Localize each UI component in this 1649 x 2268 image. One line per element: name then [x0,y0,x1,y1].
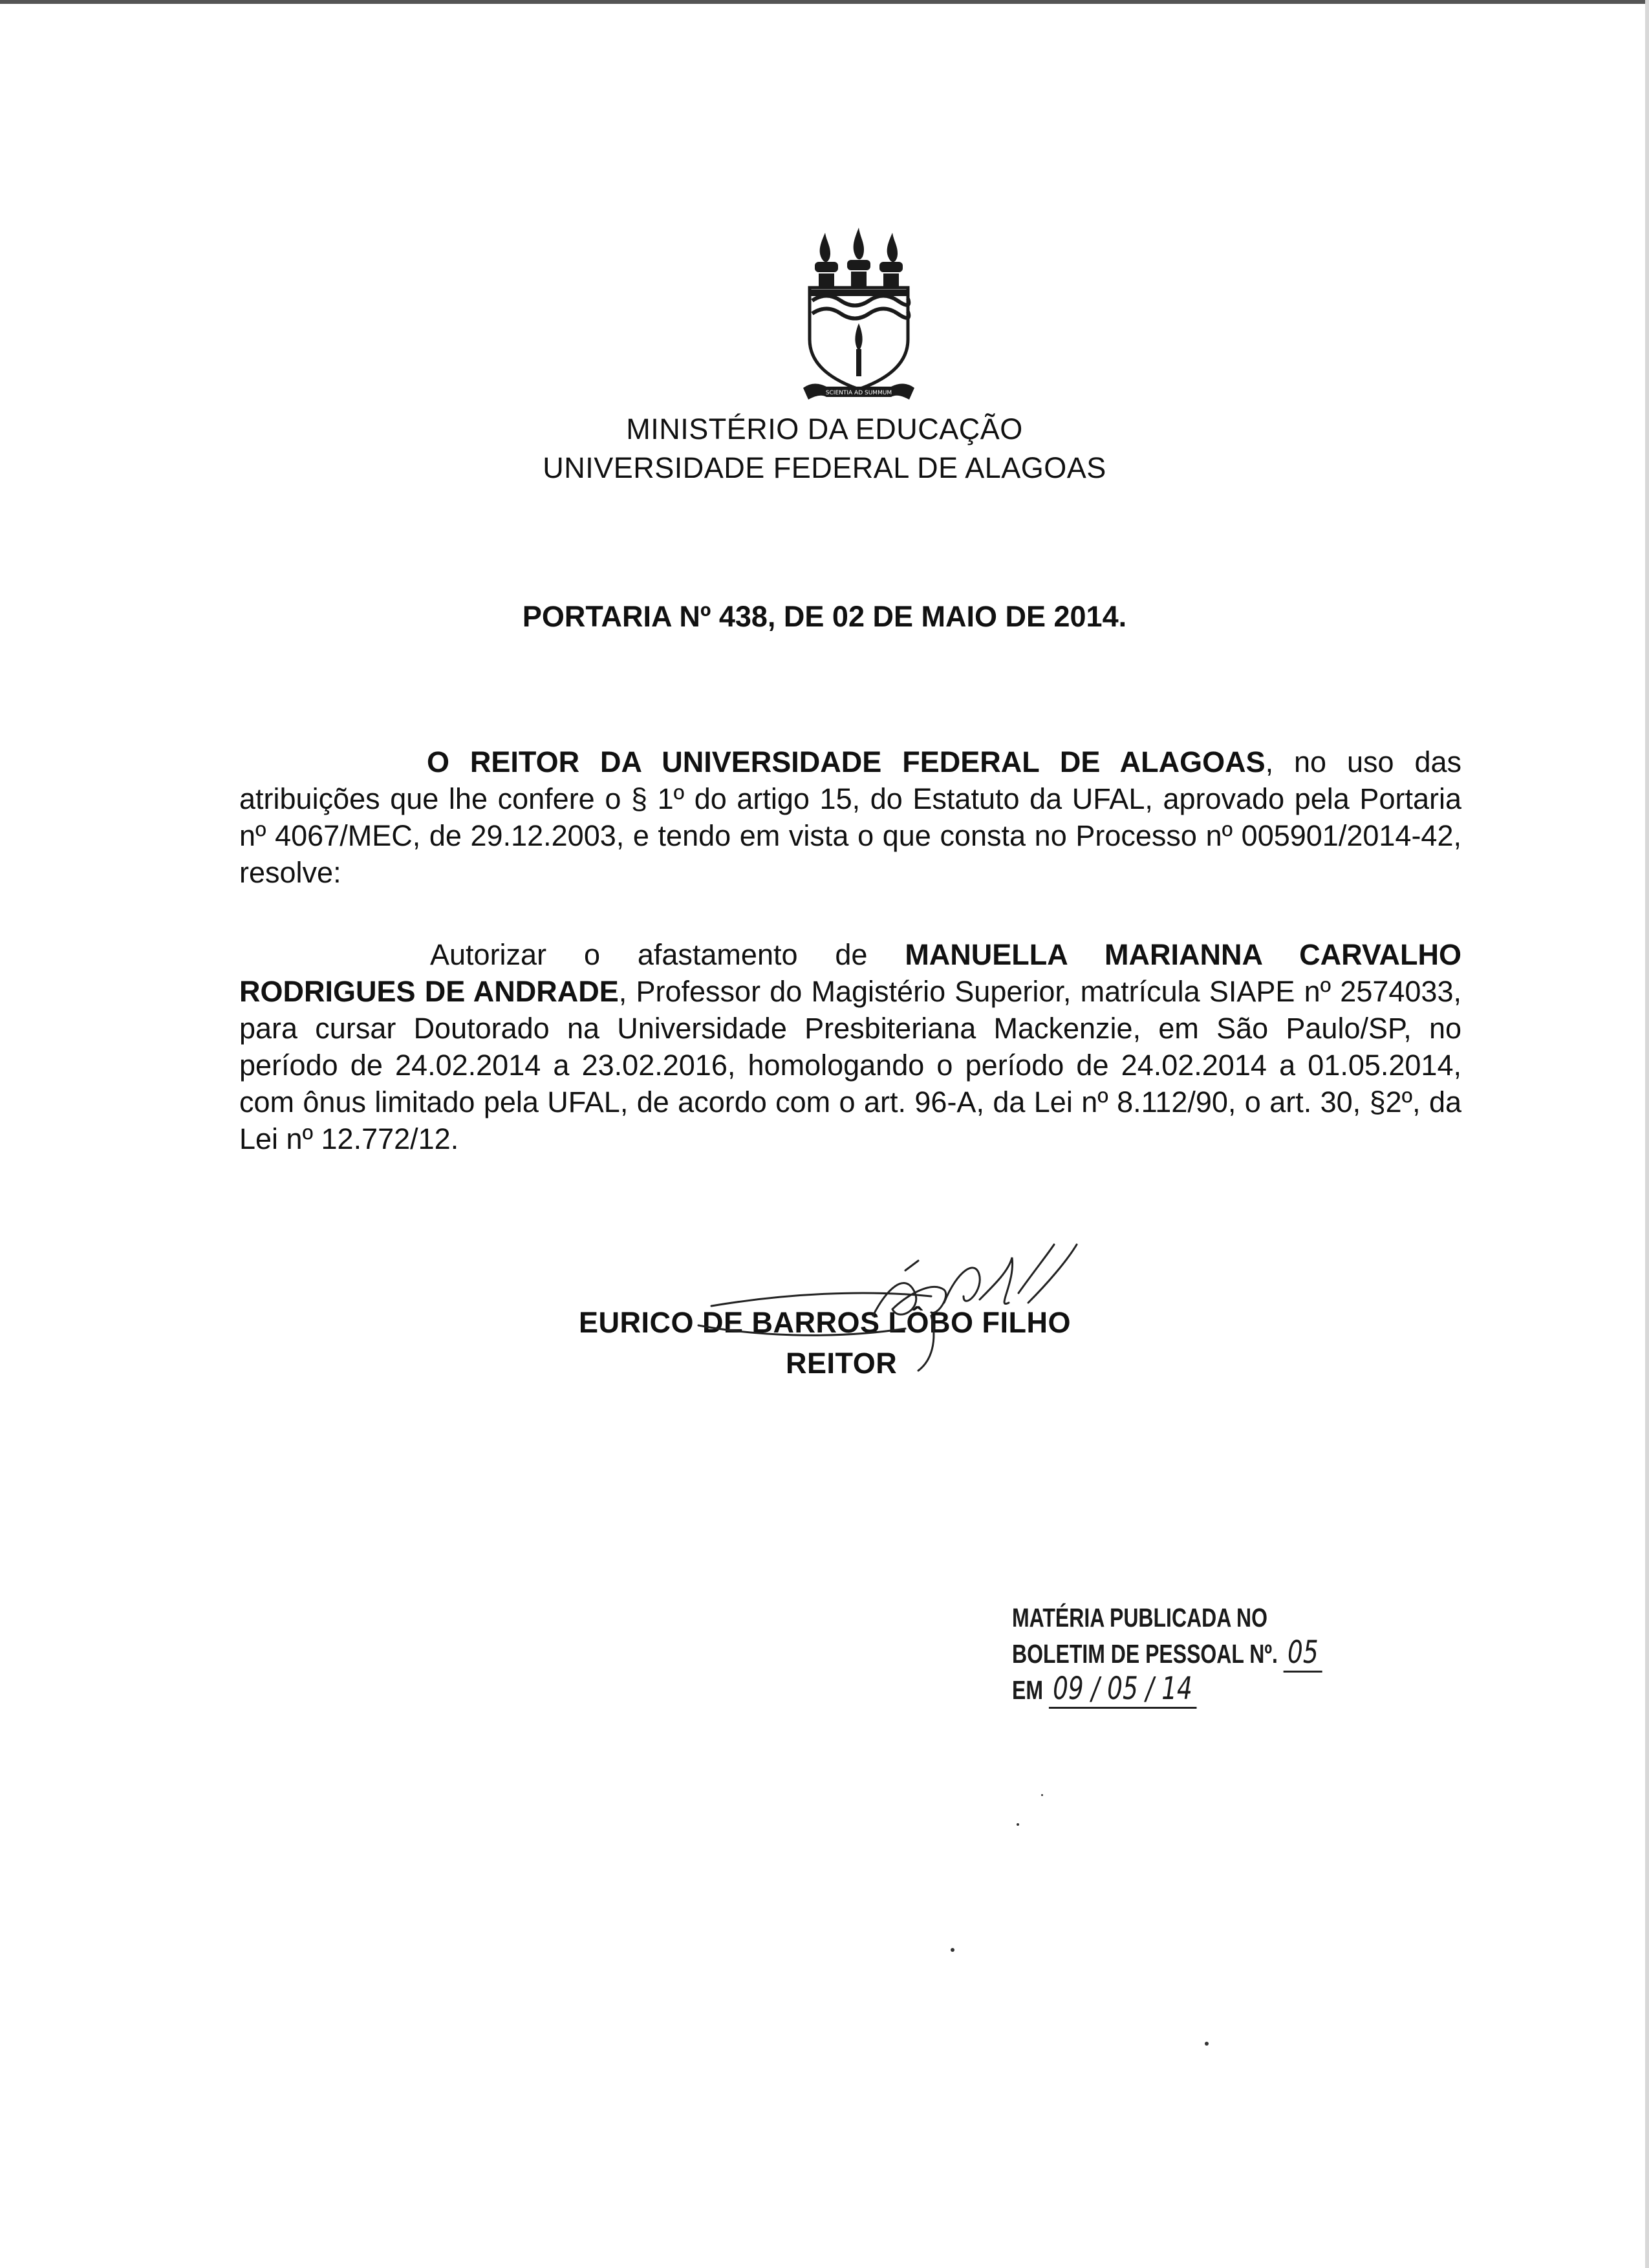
scan-top-edge [0,0,1649,4]
stamp-bulletin-number: 05 [1284,1634,1322,1673]
stamp-bulletin-label: BOLETIM DE PESSOAL Nº. [1012,1639,1278,1669]
paragraph-resolution [239,936,1461,1157]
ufal-coat-of-arms-logo [801,226,917,404]
handwritten-signature [660,1232,1125,1387]
scan-speck [951,1948,954,1952]
signatory-name: EURICO DE BARROS LÔBO FILHO [579,1306,1072,1339]
rector-lead: O REITOR DA UNIVERSIDADE FEDERAL DE ALAGOAS [427,745,1266,778]
document-title: PORTARIA Nº 438, DE 02 DE MAIO DE 2014. [522,600,1127,633]
paragraph-whereas [239,744,1461,891]
scan-right-edge [1645,0,1649,2268]
university-heading: UNIVERSIDADE FEDERAL DE ALAGOAS [543,451,1106,484]
stamp-date-value: 09 / 05 / 14 [1049,1671,1196,1709]
scan-speck [1041,1794,1043,1796]
scan-speck [1205,2042,1209,2046]
resolution-text: , Professor do Magistério Superior, matrícula SIAPE nº 2574033, para cursar Doutorado na Universidade Presbiteriana Mackenzie, em São Paulo/SP, no período de 24.02.2014 a 23.02.2016, homologando o período de 24.02.2014 a 01.05.2014, com ônus limitado pela UFAL, de acordo com o art. 96-A, da Lei nº 8.112/90, o art. 30, §2º, da Lei nº 12.772/12. [239,975,1461,1155]
stamp-line-2 [1012,1635,1322,1671]
ministry-heading: MINISTÉRIO DA EDUCAÇÃO [626,412,1023,445]
stamp-line-1: MATÉRIA PUBLICADA NO [1012,1603,1267,1632]
scan-speck [1017,1823,1019,1826]
employee-name: MANUELLA MARIANNA CARVALHO RODRIGUES DE ANDRADE [239,938,1462,1008]
signatory-role: REITOR [786,1347,898,1380]
stamp-date-label: EM [1012,1675,1043,1705]
logo-motto: SCIENTIA AD SUMMUM [825,390,892,396]
resolution-lead: Autorizar o afastamento de [430,938,905,971]
publication-stamp [1012,1600,1322,1707]
stamp-line-3 [1012,1671,1322,1707]
paragraph-whereas-text: , no uso das atribuições que lhe confere o § 1º do artigo 15, do Estatuto da UFAL, aprovado pela Portaria nº 4067/MEC, de 29.12.2003, e tendo em vista o que consta no Processo nº 005901/2014-42, resolve: [239,745,1462,889]
